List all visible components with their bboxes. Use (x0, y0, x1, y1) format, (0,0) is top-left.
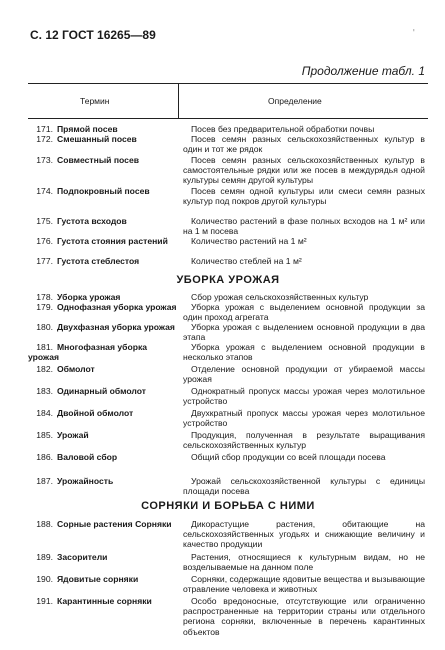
term-188: 188. Сорные растения Сорняки (36, 519, 172, 529)
term-185: 185. Урожай (36, 430, 89, 440)
definition-171: Посев без предварительной обработки почвы (191, 124, 375, 134)
column-separator (178, 83, 179, 118)
term-182: 182. Обмолот (36, 364, 95, 374)
definition-190: Сорняки, содержащие ядовитые вещества и вызывающие отравление человека и животных (183, 574, 425, 595)
definition-184: Двухкратный пропуск массы урожая через молотильное устройство (183, 408, 425, 429)
term-176: 176. Густота стояния растений (36, 236, 168, 246)
corner-mark: ' (412, 28, 415, 37)
definition-177: Количество стеблей на 1 м² (191, 256, 302, 266)
term-191: 191. Карантинные сорняки (36, 596, 152, 606)
term-171: 171. Прямой посев (36, 124, 118, 134)
page-header: С. 12 ГОСТ 16265—89 (30, 28, 156, 42)
term-187: 187. Урожайность (36, 476, 114, 486)
table-header-rule (28, 118, 428, 119)
definition-186: Общий сбор продукции со всей площади посева (191, 452, 386, 462)
term-180: 180. Двухфазная уборка урожая (36, 322, 175, 332)
term-186: 186. Валовой сбор (36, 452, 118, 462)
section-heading-harvest: УБОРКА УРОЖАЯ (176, 274, 280, 286)
definition-179: Уборка урожая с выделением основной продукции за один проход агрегата (183, 302, 425, 323)
definition-175: Количество растений в фазе полных всходов на 1 м² или на 1 м посева (183, 216, 425, 237)
term-179: 179. Однофазная уборка урожая (36, 302, 177, 312)
definition-183: Однократный пропуск массы урожая через молотильное устройство (183, 386, 425, 407)
definition-182: Отделение основной продукции от убираемой массы урожая (183, 364, 425, 385)
term-174: 174. Подпокровный посев (36, 186, 150, 196)
term-189: 189. Засорители (36, 552, 108, 562)
term-173: 173. Совместный посев (36, 155, 140, 165)
definition-173: Посев семян разных сельскохозяйственных культур в самостоятельные рядки или же посев в междурядья одной культуры семян другой культуры (183, 155, 425, 186)
definition-187: Урожай сельскохозяйственной культуры с единицы площади посева (183, 476, 425, 497)
definition-174: Посев семян одной культуры или смеси семян разных культур под покров другой культуры (183, 186, 425, 207)
definition-185: Продукция, полученная в результате выращивания сельскохозяйственных культур (183, 430, 425, 451)
column-header-term: Термин (80, 96, 110, 106)
term-184: 184. Двойной обмолот (36, 408, 134, 418)
term-172: 172. Смешанный посев (36, 134, 137, 144)
table-continuation-label: Продолжение табл. 1 (301, 64, 425, 78)
term-190: 190. Ядовитые сорняки (36, 574, 139, 584)
definition-181: Уборка урожая с выделением основной продукции в несколько этапов (183, 342, 425, 363)
term-178: 178. Уборка урожая (36, 292, 121, 302)
definition-178: Сбор урожая сельскохозяйственных культур (191, 292, 369, 302)
definition-191: Особо вредоносные, отсутствующие или ограниченно распространенные на территории страны или отдельного региона сорняки, включенные в перечень карантинных объектов (183, 596, 425, 637)
definition-188: Дикорастущие растения, обитающие на сельскохозяйственных угодьях и снижающие величину и качество продукции (183, 519, 425, 550)
term-181: 181. Многофазная уборка урожая (28, 342, 148, 363)
section-heading-weeds: СОРНЯКИ И БОРЬБА С НИМИ (141, 500, 315, 512)
definition-189: Растения, относящиеся к культурным видам, но не возделываемые на данном поле (183, 552, 425, 573)
definition-172: Посев семян разных сельскохозяйственных культур в один и тот же рядок (183, 134, 425, 155)
term-175: 175. Густота всходов (36, 216, 127, 226)
definition-176: Количество растений на 1 м² (191, 236, 307, 246)
definition-180: Уборка урожая с выделением основной продукции в два этапа (183, 322, 425, 343)
term-183: 183. Одинарный обмолот (36, 386, 146, 396)
column-header-definition: Определение (268, 96, 322, 106)
term-177: 177. Густота стеблестоя (36, 256, 140, 266)
table-top-rule (28, 83, 428, 84)
